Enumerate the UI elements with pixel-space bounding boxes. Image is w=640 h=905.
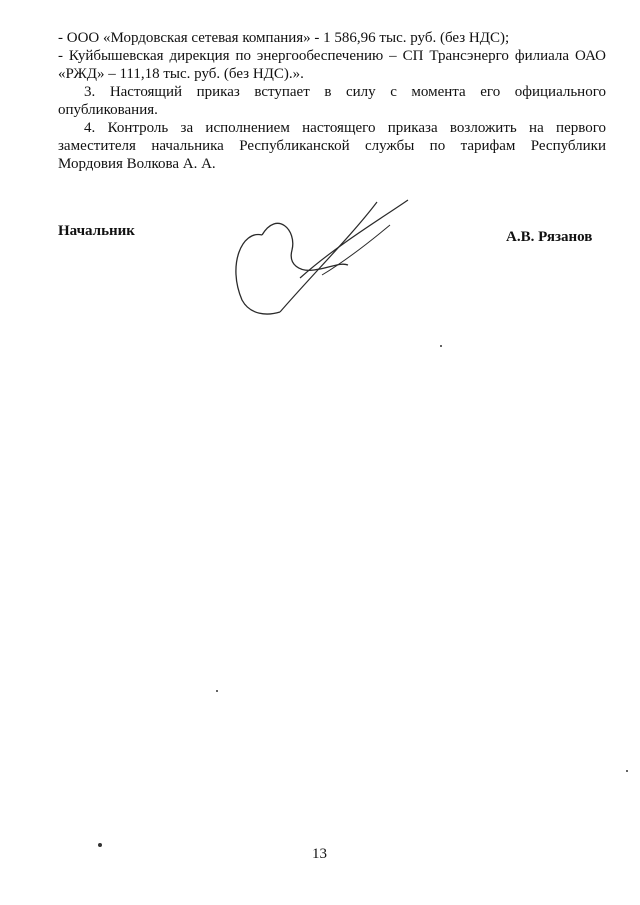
- handwritten-signature: [222, 190, 422, 320]
- scan-speck: [98, 843, 102, 847]
- text-line: «РЖД» – 111,18 тыс. руб. (без НДС).».: [58, 66, 304, 82]
- page-number: 13: [312, 846, 327, 862]
- paragraph-4-line-3: Мордовия Волкова А. А.: [58, 156, 216, 172]
- scan-speck: [216, 690, 218, 692]
- paragraph-3-line-2: опубликования.: [58, 102, 158, 118]
- text-line: - ООО «Мордовская сетевая компания» - 1 586,96 тыс. руб. (без НДС);: [58, 30, 510, 46]
- document-body: [58, 29, 606, 173]
- paragraph-4-line-2: заместителя начальника Республиканской службы по тарифам Республики: [58, 138, 606, 154]
- paragraph-3-line-1: 3. Настоящий приказ вступает в силу с момента его официального: [84, 84, 606, 100]
- scan-speck: [626, 770, 628, 772]
- signatory-name: А.В. Рязанов: [506, 229, 593, 245]
- scan-speck: [440, 345, 442, 347]
- signatory-title: Начальник: [58, 223, 135, 239]
- paragraph-4-line-1: 4. Контроль за исполнением настоящего приказа возложить на первого: [84, 120, 606, 136]
- text-line: - Куйбышевская дирекция по энергообеспечению – СП Трансэнерго филиала ОАО: [58, 48, 606, 64]
